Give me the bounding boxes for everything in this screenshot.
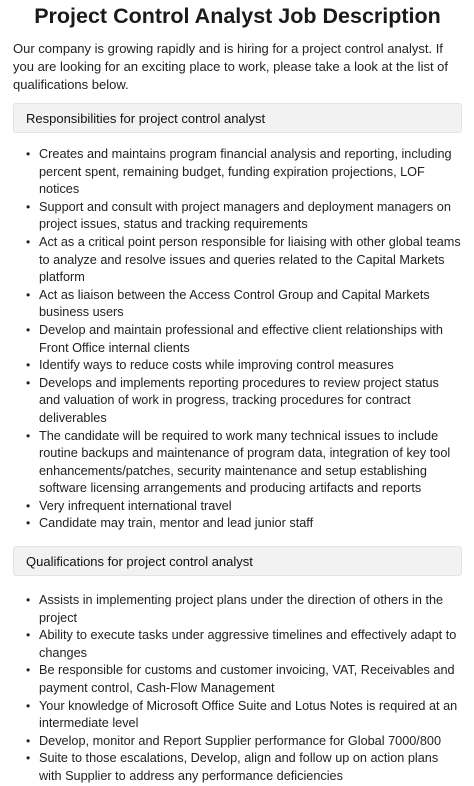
list-item-text: Act as liaison between the Access Control Group and Capital Markets business users [39, 287, 430, 320]
list-item [13, 515, 462, 533]
bullet-icon: • [26, 733, 31, 748]
list-item [13, 428, 462, 498]
list-item [13, 698, 462, 733]
list-item-text: The candidate will be required to work many technical issues to include routine backups and maintenance of program data, integration of key tool enhancements/patches, security maintenance and setup establishing software licensing arrangements and producing artifacts and reports [39, 428, 451, 496]
list-item [13, 750, 462, 785]
list-item-text: Develop and maintain professional and effective client relationships with Front Office internal clients [39, 322, 443, 355]
bullet-icon: • [26, 498, 31, 513]
list-item-text: Creates and maintains program financial analysis and reporting, including percent spent, remaining budget, funding expiration projections, LOF notices [39, 147, 452, 197]
list-item [13, 234, 462, 287]
bullet-icon: • [26, 322, 31, 337]
page-title: Project Control Analyst Job Description [34, 4, 441, 28]
bullet-icon: • [26, 358, 31, 373]
list-item [13, 199, 462, 234]
list-item [13, 375, 462, 428]
bullet-icon: • [26, 516, 31, 531]
list-item-text: Act as a critical point person responsible for liaising with other global teams to analyze and resolve issues and queries related to the Capital Markets platform [39, 234, 461, 285]
qualifications-list [13, 592, 462, 786]
list-item [13, 627, 462, 662]
list-item [13, 146, 462, 199]
bullet-icon: • [26, 751, 31, 766]
list-item-text: Develops and implements reporting procedures to review project status and valuation of work in progress, tracking procedures for contract deliverables [39, 375, 439, 425]
list-item-text: Your knowledge of Microsoft Office Suite and Lotus Notes is required at an intermediate level [39, 698, 458, 731]
list-item [13, 592, 462, 627]
list-item [13, 357, 462, 375]
bullet-icon: • [26, 428, 31, 443]
list-item-text: Assists in implementing project plans under the direction of others in the project [39, 593, 444, 625]
list-item-text: Support and consult with project managers and deployment managers on project issues, status and tracking requirements [39, 199, 451, 232]
bullet-icon: • [26, 375, 31, 390]
bullet-icon: • [26, 234, 31, 249]
bullet-icon: • [26, 147, 31, 161]
responsibilities-header-label: Responsibilities for project control analyst [26, 110, 266, 126]
list-item-text: Identify ways to reduce costs while improving control measures [39, 358, 394, 373]
list-item-text: Suite to those escalations, Develop, align and follow up on action plans with Supplier to address any performance deficiencies [39, 751, 439, 783]
qualifications-header-label: Qualifications for project control analyst [26, 553, 253, 569]
list-item [13, 733, 462, 751]
list-item [13, 322, 462, 357]
bullet-icon: • [26, 593, 31, 608]
qualifications-section-header [13, 546, 462, 576]
responsibilities-list [13, 146, 462, 533]
list-item-text: Very infrequent international travel [39, 498, 232, 513]
list-item [13, 662, 462, 697]
list-item [13, 287, 462, 322]
list-item-text: Develop, monitor and Report Supplier performance for Global 7000/800 [39, 733, 442, 748]
bullet-icon: • [26, 628, 31, 643]
list-item-text: Ability to execute tasks under aggressive timelines and effectively adapt to changes [39, 628, 457, 660]
intro-paragraph: Our company is growing rapidly and is hiring for a project control analyst. If you are looking for an exciting place to work, please take a look at the list of qualifications below. [13, 41, 449, 92]
bullet-icon: • [26, 199, 31, 214]
bullet-icon: • [26, 698, 31, 713]
list-item [13, 498, 462, 516]
responsibilities-section-header [13, 103, 462, 133]
list-item-text: Be responsible for customs and customer invoicing, VAT, Receivables and payment control, Cash-Flow Management [39, 663, 455, 696]
bullet-icon: • [26, 663, 31, 678]
bullet-icon: • [26, 287, 31, 302]
list-item-text: Candidate may train, mentor and lead junior staff [39, 516, 314, 531]
